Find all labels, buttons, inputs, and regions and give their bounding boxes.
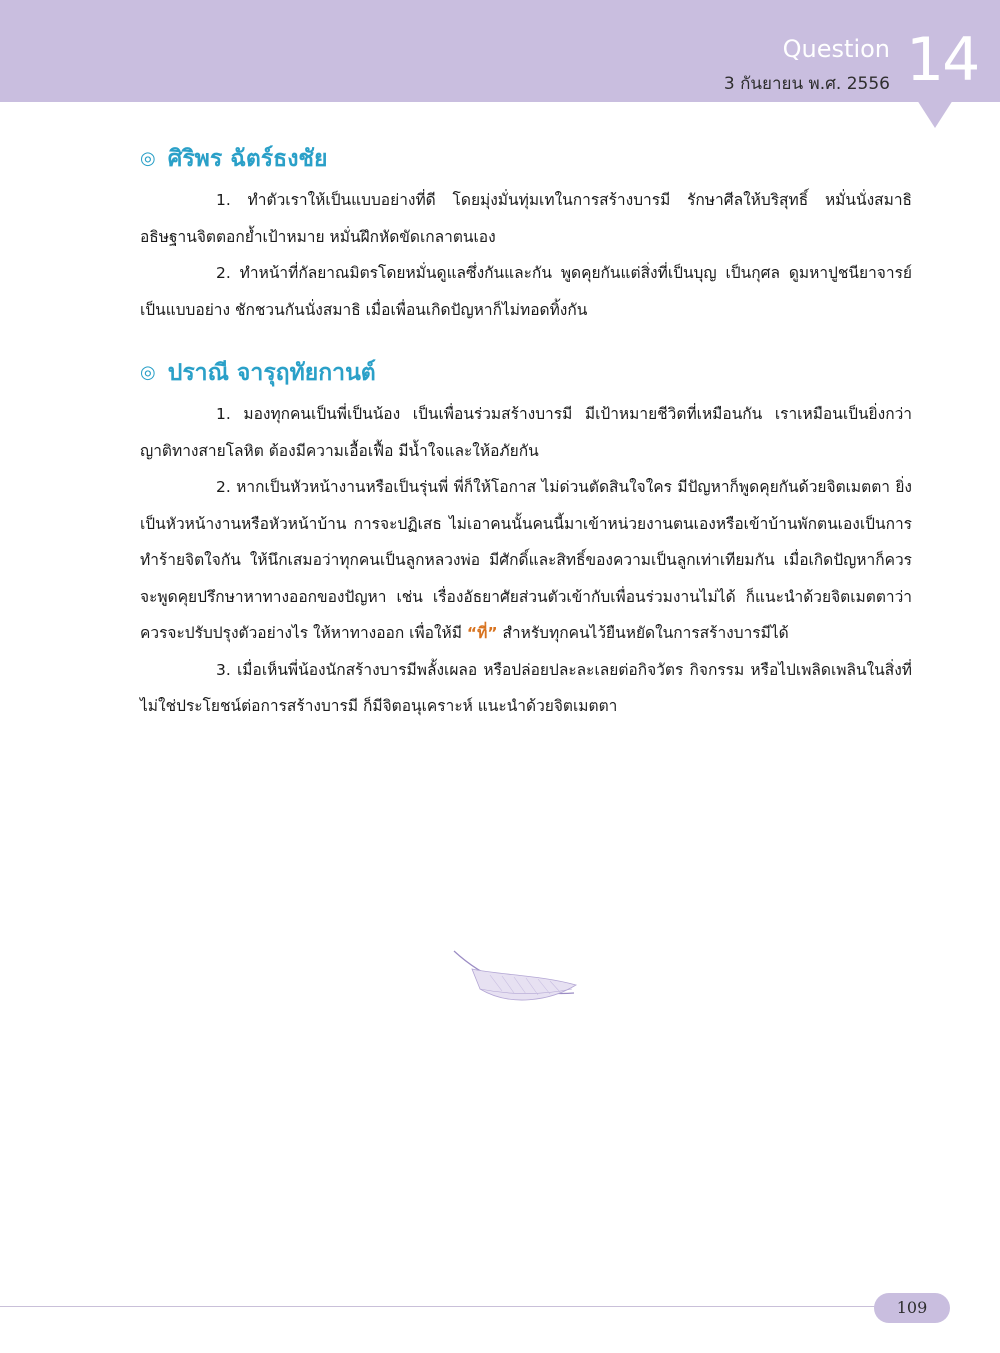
question-label: Question bbox=[782, 35, 890, 63]
author-name: ปราณี จารุฤทัยกานต์ bbox=[167, 360, 376, 386]
circle-bullet-icon: ◎ bbox=[140, 362, 156, 383]
paragraph: 2. ทำหน้าที่กัลยาณมิตรโดยหมั่นดูแลซึ่งกันและกัน พูดคุยกันแต่สิ่งที่เป็นบุญ เป็นกุศล ดูมหาปูชนียาจารย์เป็นแบบอย่าง ชักชวนกันนั่งสมาธิ เมื่อเพื่อนเกิดปัญหาก็ไม่ทอดทิ้งกัน bbox=[140, 264, 912, 319]
section-siriporn bbox=[140, 140, 912, 328]
paragraph-text: สำหรับทุกคนไว้ยืนหยัดในการสร้างบารมีได้ bbox=[497, 624, 789, 642]
question-date: 3 กันยายน พ.ศ. 2556 bbox=[723, 74, 890, 94]
section-heading bbox=[140, 354, 912, 392]
footer-rule bbox=[0, 1306, 880, 1307]
circle-bullet-icon: ◎ bbox=[140, 148, 156, 169]
page-number: 109 bbox=[874, 1293, 950, 1323]
paragraph bbox=[140, 469, 912, 652]
paragraph: 1. มองทุกคนเป็นพี่เป็นน้อง เป็นเพื่อนร่วมสร้างบารมี มีเป้าหมายชีวิตที่เหมือนกัน เราเหมือนเป็นยิ่งกว่าญาติทางสายโลหิต ต้องมีความเอื้อเฟื้อ มีน้ำใจและให้อภัยกัน bbox=[140, 405, 912, 460]
feather-icon bbox=[450, 945, 580, 1015]
section-pranee bbox=[140, 354, 912, 725]
header-pointer bbox=[917, 100, 953, 128]
page-content bbox=[140, 140, 912, 751]
question-number: 14 bbox=[906, 25, 979, 95]
paragraph: 3. เมื่อเห็นพี่น้องนักสร้างบารมีพลั้งเผลอ หรือปล่อยปละละเลยต่อกิจวัตร กิจกรรม หรือไปเพลิดเพลินในสิ่งที่ไม่ใช่ประโยชน์ต่อการสร้างบารมี ก็มีจิตอนุเคราะห์ แนะนำด้วยจิตเมตตา bbox=[140, 660, 912, 715]
emphasis-text: “ที่” bbox=[466, 624, 498, 642]
paragraph: 1. ทำตัวเราให้เป็นแบบอย่างที่ดี โดยมุ่งมั่นทุ่มเทในการสร้างบารมี รักษาศีลให้บริสุทธิ์ หมั่นนั่งสมาธิ อธิษฐานจิตตอกย้ำเป้าหมาย หมั่นฝึกหัดขัดเกลาตนเอง bbox=[140, 191, 912, 246]
paragraph-text: 2. หากเป็นหัวหน้างานหรือเป็นรุ่นพี่ พี่ก็ให้โอกาส ไม่ด่วนตัดสินใจใคร มีปัญหาก็พูดคุยกันด้วยจิตเมตตา ยิ่งเป็นหัวหน้างานหรือหัวหน้าบ้าน การจะปฏิเสธ ไม่เอาคนนั้นคนนี้มาเข้าหน่วยงานตนเองหรือเข้าบ้านพักตนเองเป็นการทำร้ายจิตใจกัน ให้นึกเสมอว่าทุกคนเป็นลูกหลวงพ่อ มีศักดิ์และสิทธิ์ของความเป็นลูกเท่าเทียมกัน เมื่อเกิดปัญหาก็ควรจะพูดคุยปรึกษาหาทางออกของปัญหา เช่น เรื่องอัธยาศัยส่วนตัวเข้ากับเพื่อนร่วมงานไม่ได้ ก็แนะนำด้วยจิตเมตตาว่าควรจะปรับปรุงตัวอย่างไร ให้หาทางออก เพื่อให้มี bbox=[140, 478, 912, 642]
section-heading bbox=[140, 140, 912, 178]
author-name: ศิริพร ฉัตร์ธงชัย bbox=[167, 146, 328, 172]
